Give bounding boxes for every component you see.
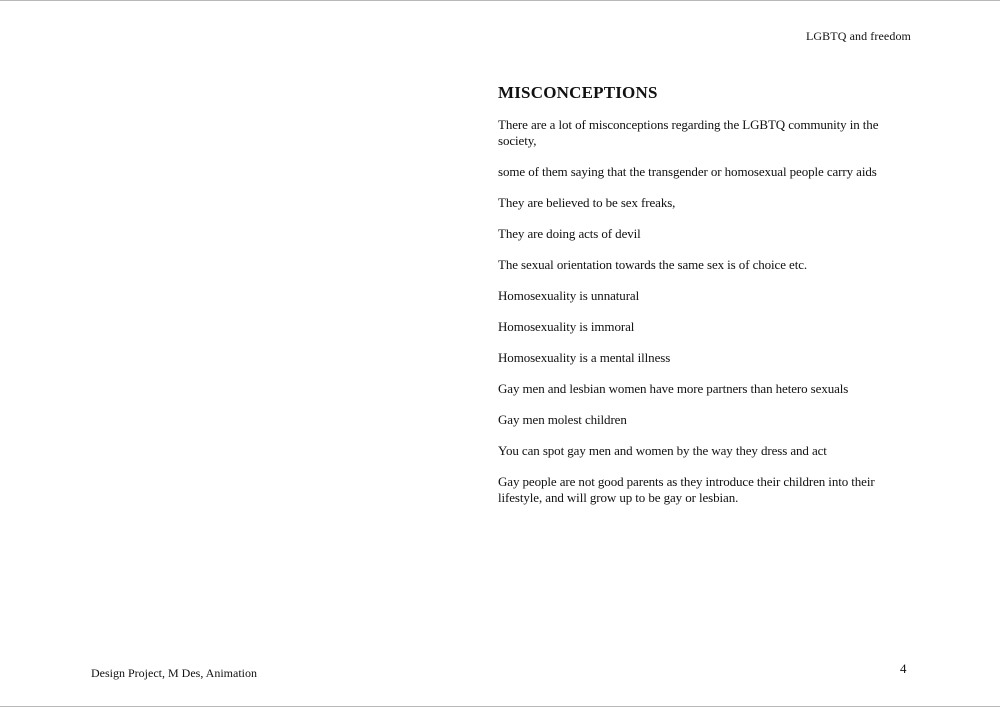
section-heading: MISCONCEPTIONS xyxy=(498,83,658,102)
misconception-paragraph-8: Homosexuality is a mental illness xyxy=(498,350,671,365)
misconception-paragraph-9: Gay men and lesbian women have more partners than hetero sexuals xyxy=(498,381,849,396)
running-header-title: LGBTQ and freedom xyxy=(805,29,911,43)
main-content xyxy=(498,83,883,521)
misconception-paragraph-5: The sexual orientation towards the same sex is of choice etc. xyxy=(498,257,808,272)
page-number: 4 xyxy=(900,661,907,676)
misconception-paragraph-6: Homosexuality is unnatural xyxy=(498,288,640,303)
misconception-paragraph-2: some of them saying that the transgender or homosexual people carry aids xyxy=(498,164,877,179)
misconception-paragraph-12: Gay people are not good parents as they introduce their children into their lifestyle, and will grow up to be gay or lesbian. xyxy=(498,474,875,505)
footer-project-label: Design Project, M Des, Animation xyxy=(91,666,257,680)
misconception-paragraph-7: Homosexuality is immoral xyxy=(498,319,635,334)
misconception-paragraph-3: They are believed to be sex freaks, xyxy=(498,195,676,210)
misconception-paragraph-4: They are doing acts of devil xyxy=(498,226,641,241)
misconception-paragraph-11: You can spot gay men and women by the way they dress and act xyxy=(498,443,827,458)
misconception-paragraph-1: There are a lot of misconceptions regarding the LGBTQ community in the society, xyxy=(498,117,879,148)
misconception-paragraph-10: Gay men molest children xyxy=(498,412,627,427)
